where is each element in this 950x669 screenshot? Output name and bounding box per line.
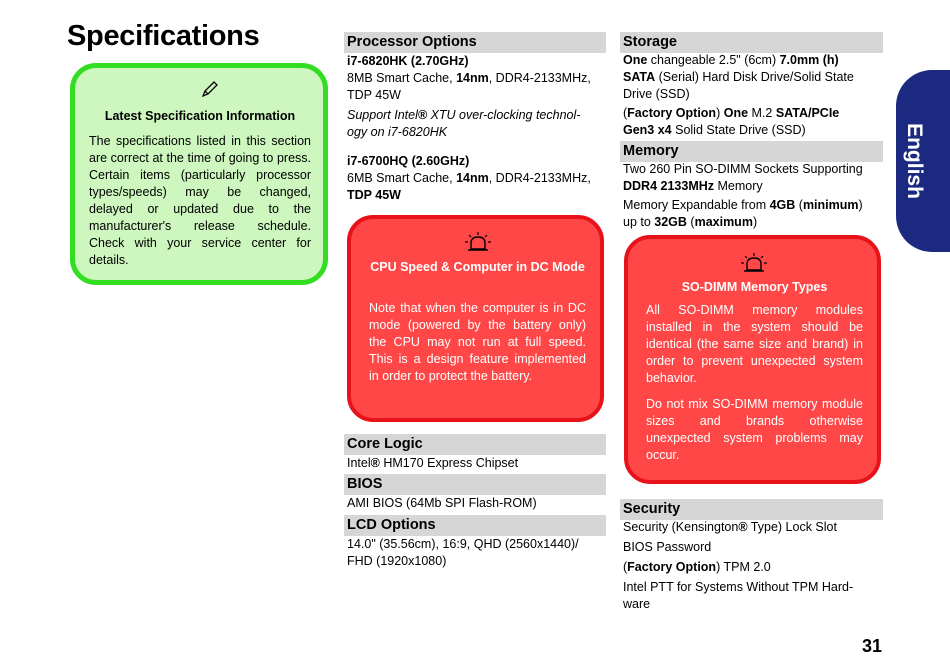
page-title: Specifications: [67, 20, 260, 52]
page-number: 31: [862, 636, 883, 656]
warning-icon: [465, 232, 491, 254]
maximum-label: maximum: [694, 215, 753, 229]
paren: ): [752, 215, 758, 229]
cpu1-tdp: TDP 45W: [347, 88, 401, 102]
storage-interface: SATA: [623, 70, 656, 84]
cpu2-name: i7-6700HQ (2.60GHz): [347, 154, 470, 168]
latest-spec-note: [70, 63, 328, 285]
paren: ): [716, 106, 724, 120]
core-logic-heading: Core Logic: [344, 434, 606, 455]
core-logic-value: [347, 455, 518, 472]
note-title: Latest Specification Information: [104, 109, 296, 123]
security-lock: Security (Kensington: [623, 520, 739, 534]
cpu2-process: 14nm: [456, 171, 489, 185]
lcd-line-2: FHD (1920x1080): [347, 554, 447, 568]
lcd-options-content: [347, 536, 579, 570]
cpu-speed-note: [347, 215, 604, 422]
processor-options-content: [347, 53, 605, 204]
cpu1-name: i7-6820HK (2.70GHz): [347, 54, 469, 68]
paren: (: [623, 560, 628, 574]
cpu2-tdp: TDP 45W: [347, 188, 401, 202]
warning-icon: [741, 253, 767, 275]
memory-heading: Memory: [620, 141, 883, 162]
lcd-line-1: 14.0" (35.56cm), 16:9, QHD (2560x1440)/: [347, 537, 579, 551]
storage-m2-count: One: [723, 106, 749, 120]
security-lock-end: Type) Lock Slot: [747, 520, 837, 534]
bios-value: AMI BIOS (64Mb SPI Flash-ROM): [347, 496, 537, 510]
sodimm-note-body-1: All SO-DIMM memory modules installed in the system should be identical (the same size and brand) in order to prevent unexpected system behavior.: [646, 303, 863, 385]
cpu-note-title: CPU Speed & Computer in DC Mode: [370, 260, 585, 274]
cpu1-note-cont: XTU over-clocking technol-: [427, 108, 581, 122]
cpu2-spec: 6MB Smart Cache,: [347, 171, 457, 185]
storage-height: 7.0mm (h): [779, 53, 839, 67]
registered-mark: ®: [738, 520, 748, 534]
storage-m2: M.2: [748, 106, 776, 120]
security-heading: Security: [620, 499, 883, 520]
note-body: The specifications listed in this section are correct at the time of going to press. Certain items (particularly processor types/speeds) may be changed, delayed or updated due to the manufacturer's release schedule. Check with your service center for details.: [89, 134, 311, 267]
lcd-options-heading: LCD Options: [344, 515, 606, 536]
cpu1-memory: , DDR4-2133MHz,: [488, 71, 591, 85]
registered-mark: ®: [417, 108, 428, 122]
cpu2-memory: , DDR4-2133MHz,: [488, 171, 591, 185]
language-tab-label: English: [903, 123, 926, 199]
storage-m2-type: Solid State Drive (SSD): [671, 123, 806, 137]
cpu1-note: Support Intel: [347, 108, 418, 122]
bios-heading: BIOS: [344, 474, 606, 495]
memory-label: Memory: [714, 179, 763, 193]
storage-type: (Serial) Hard Disk Drive/Solid State: [655, 70, 854, 84]
core-logic-brand: Intel: [347, 456, 371, 470]
cpu1-process: 14nm: [456, 71, 489, 85]
storage-size: changeable 2.5" (6cm): [647, 53, 780, 67]
sodimm-note-body-2: Do not mix SO-DIMM memory module sizes and brands otherwise unexpected system problems may occur.: [646, 397, 863, 462]
security-content: [623, 519, 885, 613]
memory-min: 4GB: [769, 198, 796, 212]
storage-heading: Storage: [620, 32, 883, 53]
bios-password: BIOS Password: [623, 540, 712, 554]
cpu1-note-end: ogy on i7-6820HK: [347, 125, 448, 139]
storage-content: [623, 52, 885, 139]
registered-mark: ®: [370, 456, 380, 470]
memory-up-to: up to: [623, 215, 655, 229]
cpu1-spec: 8MB Smart Cache,: [347, 71, 457, 85]
sodimm-note: [624, 235, 881, 484]
minimum-label: minimum: [802, 198, 859, 212]
pencil-icon: [200, 79, 220, 99]
core-logic-chipset: HM170 Express Chipset: [379, 456, 519, 470]
paren: (: [795, 198, 803, 212]
processor-options-heading: Processor Options: [344, 32, 606, 53]
sodimm-note-title: SO-DIMM Memory Types: [681, 280, 828, 294]
storage-m2-interface: SATA/PCIe: [775, 106, 840, 120]
memory-expandable: Memory Expandable from: [623, 198, 770, 212]
paren: ): [858, 198, 863, 212]
paren: (: [686, 215, 695, 229]
memory-max: 32GB: [654, 215, 687, 229]
intel-ptt: Intel PTT for Systems Without TPM Hard-: [623, 580, 854, 594]
storage-count: One: [623, 53, 648, 67]
tpm: ) TPM 2.0: [716, 560, 771, 574]
factory-option: Factory Option: [627, 560, 717, 574]
language-tab: [896, 70, 950, 252]
paren: (: [623, 106, 628, 120]
storage-m2-gen: Gen3 x4: [623, 123, 672, 137]
storage-type-end: Drive (SSD): [623, 87, 690, 101]
memory-content: [623, 161, 885, 231]
intel-ptt-end: ware: [623, 597, 651, 611]
factory-option: Factory Option: [627, 106, 717, 120]
cpu-note-body: Note that when the computer is in DC mode (powered by the battery only) the CPU may not run at full speed. This is a design feature implemented in order to protect the battery.: [369, 301, 586, 383]
memory-sockets: Two 260 Pin SO-DIMM Sockets Supporting: [623, 162, 863, 176]
memory-type: DDR4 2133MHz: [623, 179, 715, 193]
